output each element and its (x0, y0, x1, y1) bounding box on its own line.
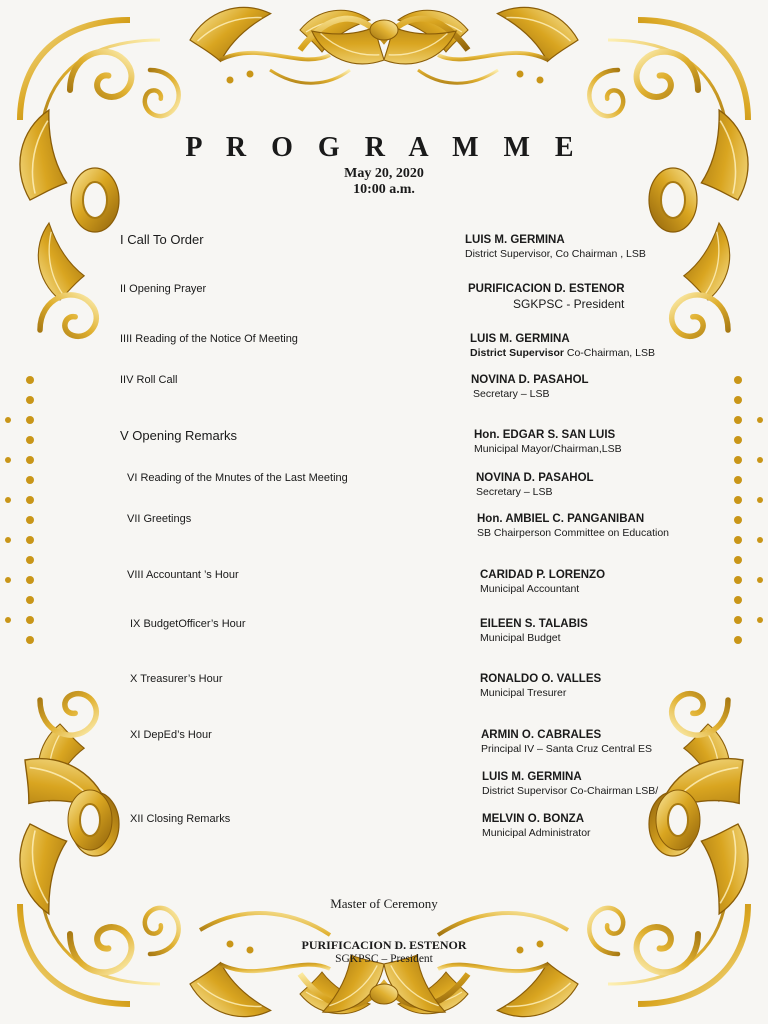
program-item: XII Closing Remarks (130, 813, 231, 825)
speaker-role: Municipal Tresurer (480, 687, 567, 699)
speaker-name: NOVINA D. PASAHOL (476, 472, 594, 484)
program-item: XI DepEd’s Hour (130, 729, 212, 741)
program-item: IIV Roll Call (120, 374, 178, 386)
speaker-role: SB Chairperson Committee on Education (477, 527, 670, 539)
speaker-name: PURIFICACION D. ESTENOR (468, 283, 625, 295)
speaker-role-line (470, 347, 655, 359)
programme-time: 10:00 a.m. (353, 182, 415, 197)
speaker-role: District Supervisor, Co Chairman , LSB (465, 248, 646, 260)
speaker-name: ARMIN O. CABRALES (481, 729, 602, 741)
speaker-role: Municipal Administrator (482, 827, 591, 839)
speaker-name: Hon. AMBIEL C. PANGANIBAN (477, 513, 645, 525)
master-of-ceremony-label: Master of Ceremony (330, 896, 438, 911)
speaker-name: NOVINA D. PASAHOL (471, 374, 589, 386)
master-of-ceremony-role: SGKPSC – President (335, 953, 433, 965)
speaker-role: Municipal Accountant (480, 583, 580, 595)
program-item: V Opening Remarks (120, 428, 238, 443)
speaker-name: CARIDAD P. LORENZO (480, 569, 606, 581)
master-of-ceremony-name: PURIFICACION D. ESTENOR (301, 938, 467, 952)
program-item: VI Reading of the Mnutes of the Last Meeting (127, 472, 348, 484)
speaker-role: SGKPSC - President (513, 297, 625, 311)
speaker-role: District Supervisor Co-Chairman LSB/ (482, 785, 659, 797)
speaker-role-bold: District Supervisor (470, 347, 564, 359)
speaker-name: Hon. EDGAR S. SAN LUIS (474, 429, 616, 441)
program-item: VII Greetings (127, 513, 192, 525)
page-title: P R O G R A M M E (185, 132, 583, 163)
speaker-role: Co-Chairman, LSB (563, 347, 655, 359)
speaker-role: Principal IV – Santa Cruz Central ES (481, 743, 652, 755)
speaker-name: MELVIN O. BONZA (482, 813, 585, 825)
speaker-role: Municipal Budget (480, 632, 561, 644)
program-item: IIII Reading of the Notice Of Meeting (120, 333, 298, 345)
speaker-name: RONALDO O. VALLES (480, 673, 602, 685)
speaker-name: LUIS M. GERMINA (465, 234, 565, 246)
speaker-role: Secretary – LSB (473, 388, 550, 400)
speaker-name: LUIS M. GERMINA (470, 333, 570, 345)
speaker-name: EILEEN S. TALABIS (480, 618, 588, 630)
speaker-role: Municipal Mayor/Chairman,LSB (474, 443, 622, 455)
programme-date: May 20, 2020 (344, 166, 424, 181)
program-item: I Call To Order (120, 232, 204, 247)
program-item: X Treasurer’s Hour (130, 673, 223, 685)
program-item: II Opening Prayer (120, 283, 207, 295)
speaker-role: Secretary – LSB (476, 486, 553, 498)
program-item: IX BudgetOfficer’s Hour (130, 618, 246, 630)
speaker-name: LUIS M. GERMINA (482, 771, 582, 783)
program-item: VIII Accountant ’s Hour (127, 569, 239, 581)
